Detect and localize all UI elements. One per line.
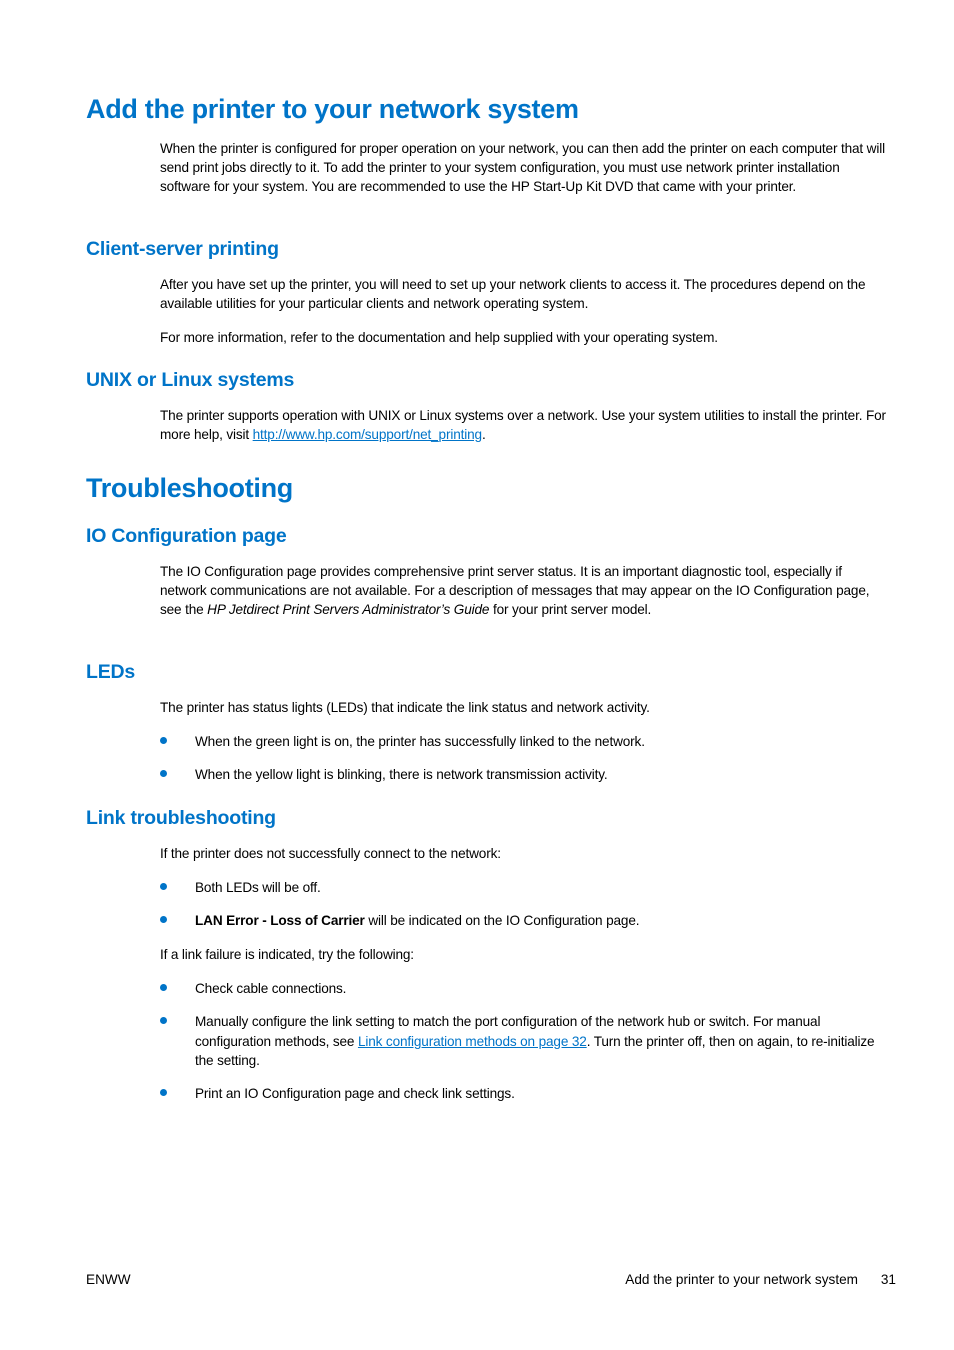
- bullet-icon: [160, 1089, 167, 1096]
- link-config-methods-link[interactable]: Link configuration methods on page 32: [357, 1033, 587, 1049]
- footer-left: ENWW: [86, 1272, 131, 1287]
- list-item-text: Both LEDs will be off.: [195, 880, 321, 895]
- list-item: [160, 979, 890, 999]
- io-config-paragraph: [160, 562, 890, 620]
- try-intro: If a link failure is indicated, try the following:: [160, 947, 414, 962]
- bullet-icon: [160, 883, 167, 890]
- unix-paragraph: [160, 406, 890, 444]
- client-server-paragraph-2: For more information, refer to the documentation and help supplied with your operating system.: [160, 330, 718, 345]
- heading-client-server: Client-server printing: [86, 238, 279, 260]
- client-server-paragraph-1: After you have set up the printer, you will need to set up your network clients to access it. The procedures depend on the available utilities for your particular clients and network operating system.: [160, 277, 866, 312]
- unix-text-end: .: [481, 427, 486, 443]
- list-item: [160, 878, 890, 898]
- bullet-icon: [160, 984, 167, 991]
- footer-section-title: Add the printer to your network system: [625, 1272, 858, 1287]
- list-item: [160, 1084, 890, 1104]
- list-item: [160, 911, 890, 931]
- lan-error-label: LAN Error - Loss of Carrier: [195, 913, 365, 928]
- bullet-icon: [160, 1017, 167, 1024]
- list-item: [160, 765, 890, 785]
- list-item: [160, 1012, 890, 1071]
- leds-intro: The printer has status lights (LEDs) that indicate the link status and network activity.: [160, 700, 650, 715]
- io-config-text: The IO Configuration page provides comprehensive print server status. It is an important diagnostic tool, especially if network communications are not available. For a description of messages that may appear on the IO Configuration page, see the: [160, 564, 870, 618]
- section-title-add-printer: Add the printer to your network system: [86, 94, 579, 124]
- manual-config-text-end: . Turn the printer off, then on again, to re-initialize the setting.: [195, 1033, 875, 1068]
- heading-io-configuration: IO Configuration page: [86, 525, 287, 547]
- bullet-icon: [160, 737, 167, 744]
- manual-config-text: Manually configure the link setting to match the port configuration of the network hub or switch. For manual configuration methods, see: [195, 1014, 821, 1049]
- admin-guide-title: HP Jetdirect Print Servers Administrator’s Guide: [207, 602, 490, 618]
- io-config-text-end: for your print server model.: [489, 602, 652, 618]
- bullet-icon: [160, 916, 167, 923]
- page-number: 31: [880, 1272, 896, 1287]
- add-printer-intro: When the printer is configured for proper operation on your network, you can then add the printer on each computer that will send print jobs directly to it. To add the printer to your system configuration, you must use network printer installation software for your system. You are recommended to use the HP Start-Up Kit DVD that came with your printer.: [160, 141, 885, 195]
- lan-error-text: will be indicated on the IO Configuration page.: [364, 913, 640, 928]
- heading-leds: LEDs: [86, 661, 136, 683]
- hp-support-link[interactable]: http://www.hp.com/support/net_printing: [252, 427, 482, 443]
- list-item-text: When the yellow light is blinking, there is network transmission activity.: [195, 767, 608, 782]
- section-title-troubleshooting: Troubleshooting: [86, 473, 293, 503]
- list-item-text: [195, 911, 890, 931]
- bullet-icon: [160, 770, 167, 777]
- heading-link-troubleshooting: Link troubleshooting: [86, 807, 276, 829]
- list-item-text: When the green light is on, the printer has successfully linked to the network.: [195, 734, 645, 749]
- unix-text: The printer supports operation with UNIX or Linux systems over a network. Use your system utilities to install the printer. For more help, visit: [160, 408, 886, 443]
- heading-unix-linux: UNIX or Linux systems: [86, 369, 295, 391]
- list-item-text: [195, 1012, 890, 1071]
- link-intro: If the printer does not successfully connect to the network:: [160, 846, 501, 861]
- list-item-text: Check cable connections.: [195, 981, 347, 996]
- list-item-text: Print an IO Configuration page and check link settings.: [195, 1086, 515, 1101]
- list-item: [160, 732, 890, 752]
